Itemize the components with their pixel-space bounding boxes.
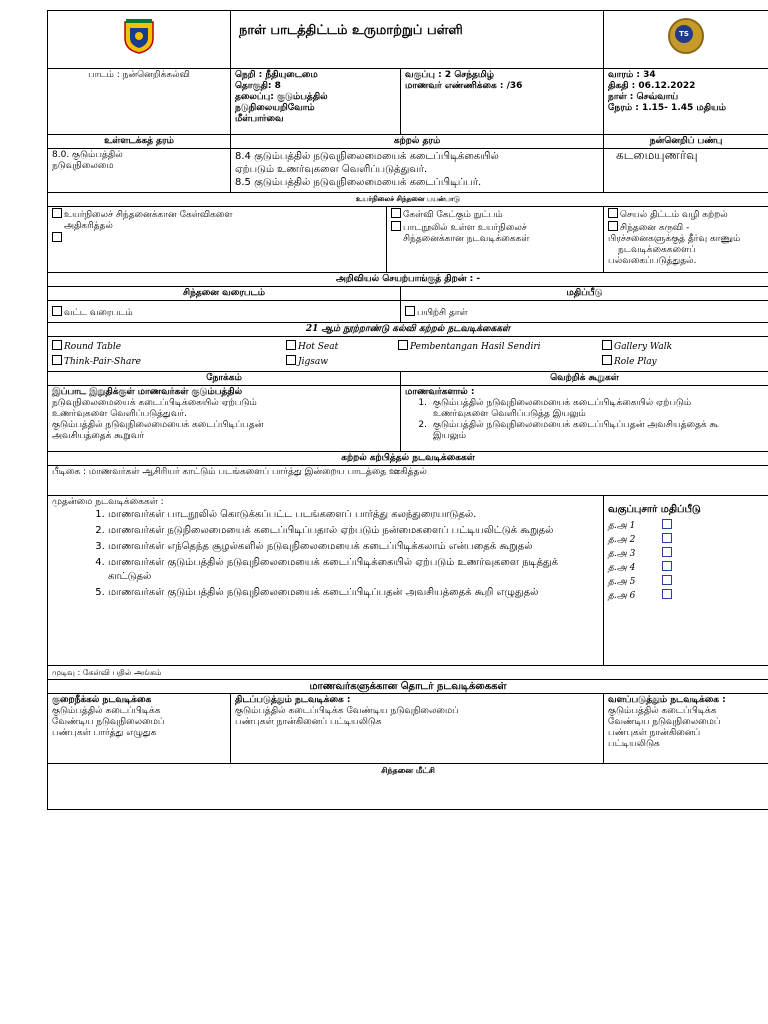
success-criteria-cell: மாணவர்களால் : 1. குடும்பத்தில் நடுவுநிலைமையைக் கடைப்பிடிக்கையில் ஏற்படும் உணர்வுகளை வெளிப்படுத்த இயலும் 2. குடும்பத்தில் நடுவுநிலைமையைக் கடைப்பிடிப்பதன் அவசியத்தைக் கூ இயலும்	[401, 386, 768, 452]
closure-text: முடிவு : கேள்வி பதில் அங்கம்	[52, 668, 162, 677]
remedial-line-3: பண்புகள் பார்த்து எழுதுக	[52, 728, 157, 738]
learning-standard-heading: கற்றல் தரம்	[231, 135, 604, 149]
classroom-assessment-cell	[604, 496, 768, 666]
objective-heading: நோக்கம்	[48, 372, 401, 386]
thinking-tool-line-3: பிரச்சனைகளுக்குத் தீர்வு காணும்	[608, 234, 741, 244]
day-line: நாள் : செவ்வாய்	[608, 92, 679, 102]
lesson-plan-table	[47, 10, 768, 810]
jigsaw-label: Jigsaw	[298, 357, 328, 367]
learning-standard-2: 8.5 குடும்பத்தில் நடுவுநிலைமையைக் கடைப்பிடிப்பர்.	[235, 177, 482, 188]
hot-seat-checkbox[interactable]	[286, 340, 296, 350]
remedial-line-1: குடும்பத்தில் கடைப்பிடிக்க	[52, 706, 161, 716]
objective-cell	[48, 386, 401, 452]
induction-cell	[48, 466, 768, 496]
students-line: மாணவர் எண்ணிக்கை : /36	[405, 81, 523, 91]
topic-line-3: மீள்பார்வை	[235, 114, 284, 124]
presentation-label: Pembentangan Hasil Sendiri	[410, 342, 541, 352]
reflection-heading: சிந்தனை மீட்சி	[48, 764, 768, 778]
criteria-intro: மாணவர்களால் :	[405, 387, 475, 397]
induction-text: பீடிகை : மாணவர்கள் ஆசிரியர் காட்டும் படங்களைப் பார்த்து இன்றைய பாடத்தை ஊகித்தல்	[52, 467, 427, 477]
moral-value-cell	[604, 149, 768, 193]
topic-line-2: நடுநிலையறிவோம்	[235, 103, 315, 113]
objective-line-5: அவசியத்தைக் கூறுவர்	[52, 431, 145, 441]
main-activity-5: 5. மாணவர்கள் குடும்பத்தில் நடுவுநிலைமையைக் கடைப்பிடிப்பதன் அவசியத்தைக் கூறி எழுதுதல்	[108, 586, 599, 600]
remedial-line-2: வேண்டிய நடுவுநிலைமைப்	[52, 717, 165, 727]
consolidation-line-1: குடும்பத்தில் கடைப்பிடிக்க வேண்டிய நடுவுநிலைமைப்	[235, 706, 459, 716]
objective-line-4: குடும்பத்தில் நடுவுநிலைமையைக் கடைப்பிடிப்பதன்	[52, 420, 264, 430]
tp4-label: த.அ 4	[608, 563, 636, 573]
hots-questions-label-2: அதிகரித்தல்	[64, 221, 113, 231]
page-title: நாள் பாடத்திட்டம் உருமாற்றுப் பள்ளி	[231, 11, 604, 69]
hots-col-3	[604, 207, 768, 273]
followup-heading: மாணவர்களுக்கான தொடர் நடவடிக்கைகள்	[48, 680, 768, 694]
subject-cell	[48, 69, 231, 135]
class-line: வகுப்பு : 2 செந்தமிழ்	[405, 70, 494, 80]
content-standard-cell	[48, 149, 231, 193]
project-learning-label: செயல் திட்டம் வழி கற்றல்	[620, 210, 728, 220]
gallery-walk-label: Gallery Walk	[614, 342, 673, 352]
enrichment-line-4: பட்டியலிடுக	[608, 739, 660, 749]
thinking-tool-checkbox[interactable]	[608, 221, 618, 231]
evaluation-cell	[401, 301, 768, 323]
remedial-heading: குறைநீக்கல் நடவடிக்கை	[52, 695, 152, 705]
tp2-label: த.அ 2	[608, 535, 636, 545]
school-crest-icon	[122, 18, 156, 54]
evaluation-heading: மதிப்பீடு	[401, 287, 768, 301]
thinking-tool-line-4: நடவடிக்கைகளைப்	[618, 245, 696, 255]
hots-col-1	[48, 207, 387, 273]
tp3-checkbox[interactable]	[662, 547, 672, 557]
questioning-technique-checkbox[interactable]	[391, 208, 401, 218]
science-skills-heading: அறிவியல் செயற்பாங்குத் திறன் : -	[48, 273, 768, 287]
main-activity-3: 3. மாணவர்கள் எந்தெந்த சூழல்களில் நடுவுநிலைமையைக் கடைப்பிடிக்கலாம் என்பதைக் கூறுதல்	[108, 540, 599, 554]
tp6-label: த.அ 6	[608, 591, 636, 601]
tp5-label: த.அ 5	[608, 577, 636, 587]
date-line: திகதி : 06.12.2022	[608, 81, 696, 91]
presentation-checkbox[interactable]	[398, 340, 408, 350]
activities-heading: கற்றல் கற்பித்தல் நடவடிக்கைகள்	[48, 452, 768, 466]
pak21-cell	[48, 337, 768, 372]
closure-cell	[48, 666, 768, 680]
lesson-plan-page	[47, 10, 768, 810]
objective-line-3: உணர்வுகளை வெளிப்படுத்துவர்.	[52, 409, 188, 419]
date-cell	[604, 69, 768, 135]
think-pair-share-label: Think-Pair-Share	[64, 357, 142, 367]
topic-line-1: தலைப்பு: குடும்பத்தில்	[235, 92, 328, 102]
hots-heading: உயர்நிலைச் சிந்தனை பயன்பாடு	[48, 193, 768, 207]
thinking-map-cell	[48, 301, 401, 323]
consolidation-cell	[231, 694, 604, 764]
main-activity-4: 4. மாணவர்கள் குடும்பத்தில் நடுவுநிலைமையைக் கடைப்பிடிக்கையில் ஏற்படும் உணர்வுகளை நடித்துக் காட்டுதல்	[108, 556, 599, 584]
moral-value: கடமையுணர்வு	[616, 148, 698, 162]
criteria-2a: குடும்பத்தில் நடுவுநிலைமையைக் கடைப்பிடிப்பதன் அவசியத்தைக் கூ	[433, 420, 719, 430]
enrichment-cell	[604, 694, 768, 764]
thinking-tool-line-5: பல்வகைப்படுத்துதல்.	[608, 256, 697, 266]
objective-line-1: இப்பாட இறுதிக்குள் மாணவர்கள் குடும்பத்தில்	[52, 387, 243, 397]
jigsaw-checkbox[interactable]	[286, 355, 296, 365]
hots-questions-label: உயர்நிலைச் சிந்தனைக்கான கேள்விகளை	[64, 210, 233, 220]
subject-label: பாடம் : நன்னெறிக்கல்வி	[88, 70, 190, 80]
tp6-checkbox[interactable]	[662, 589, 672, 599]
value-line: நெறி : நீதியுடைமை	[235, 70, 318, 80]
thinking-map-heading: சிந்தனை வரைபடம்	[48, 287, 401, 301]
objective-line-2: நடுவுநிலைமையைக் கடைப்பிடிக்கையில் ஏற்படும்	[52, 398, 257, 408]
content-standard-line-1: 8.0. குடும்பத்தில்	[52, 150, 123, 160]
textbook-hots-label: பாடநூலில் உள்ள உயர்நிலைச்	[403, 223, 527, 233]
learning-standard-1a: 8.4 குடும்பத்தில் நடுவுநிலைமையைக் கடைப்பிடிக்கையில்	[235, 151, 499, 162]
enrichment-line-3: பண்புகள் நான்கினைப்	[608, 728, 701, 738]
textbook-hots-checkbox[interactable]	[391, 221, 401, 231]
reflection-cell[interactable]	[48, 777, 768, 809]
consolidation-line-2: பண்புகள் நான்கினைப் பட்டியலிடுக	[235, 717, 382, 727]
tp1-label: த.அ 1	[608, 521, 636, 531]
transformasi-sekolah-emblem-icon: TS	[668, 18, 704, 54]
circle-map-checkbox[interactable]	[52, 306, 62, 316]
learning-standard-1b: ஏற்படும் உணர்வுகளை வெளிப்படுத்துவர்.	[235, 164, 428, 175]
gallery-walk-checkbox[interactable]	[602, 340, 612, 350]
main-activities-heading: முதன்மை நடவடிக்கைகள் :	[52, 497, 164, 507]
hots-questions-checkbox[interactable]	[52, 208, 62, 218]
right-logo-cell	[604, 11, 768, 69]
enrichment-line-1: குடும்பத்தில் கடைப்பிடிக்க	[608, 706, 717, 716]
topic-cell	[231, 69, 401, 135]
circle-map-label: வட்ட வரைபடம்	[64, 308, 133, 318]
tp3-label: த.அ 3	[608, 549, 636, 559]
class-cell	[401, 69, 604, 135]
remedial-cell	[48, 694, 231, 764]
role-play-checkbox[interactable]	[602, 355, 612, 365]
questioning-technique-label: கேள்வி கேட்கும் நுட்பம்	[403, 210, 503, 220]
hots-extra-checkbox[interactable]	[52, 232, 62, 242]
round-table-label: Round Table	[64, 342, 122, 352]
unit-line: தொகுதி: 8	[235, 81, 281, 91]
content-standard-heading: உள்ளடக்கத் தரம்	[48, 135, 231, 149]
worksheet-checkbox[interactable]	[405, 306, 415, 316]
tp5-checkbox[interactable]	[662, 575, 672, 585]
moral-value-heading: நன்னெறிப் பண்பு	[604, 135, 768, 149]
tp2-checkbox[interactable]	[662, 533, 672, 543]
textbook-hots-label-2: சிந்தனைக்கான நடவடிக்கைகள்	[403, 234, 530, 244]
time-line: நேரம் : 1.15- 1.45 மதியம்	[608, 103, 726, 113]
consolidation-heading: திடப்படுத்தும் நடவடிக்கை :	[235, 695, 351, 705]
worksheet-label: பயிற்சி தாள்	[417, 308, 468, 318]
criteria-2b: இயலும்	[433, 431, 466, 441]
thinking-tool-label: சிந்தனை கருவி -	[620, 223, 690, 233]
criteria-1b: உணர்வுகளை வெளிப்படுத்த இயலும்	[433, 409, 586, 419]
main-activities-list	[52, 508, 599, 600]
main-activity-1: 1. மாணவர்கள் பாடநூலில் கொடுக்கப்பட்ட படங்களைப் பார்த்து கலந்துரையாடுதல்.	[108, 508, 599, 522]
main-activities-cell	[48, 496, 604, 666]
hots-col-2	[387, 207, 604, 273]
think-pair-share-checkbox[interactable]	[52, 355, 62, 365]
enrichment-heading: வளப்படுத்தும் நடவடிக்கை :	[608, 695, 726, 705]
success-criteria-heading: வெற்றிக் கூறுகள்	[401, 372, 768, 386]
round-table-checkbox[interactable]	[52, 340, 62, 350]
week-line: வாரம் : 34	[608, 70, 656, 80]
tp1-checkbox[interactable]	[662, 519, 672, 529]
hot-seat-label: Hot Seat	[298, 342, 339, 352]
pak21-heading: 21 ஆம் நூற்றாண்டு கல்வி கற்றல் நடவடிக்கைகள்	[48, 323, 768, 337]
learning-standard-cell	[231, 149, 604, 193]
main-activity-2: 2. மாணவர்கள் நடுநிலைமையைக் கடைப்பிடிப்பதால் ஏற்படும் நன்மைகளைப் பட்டியலிட்டுக் கூறுதல்	[108, 524, 599, 538]
tp4-checkbox[interactable]	[662, 561, 672, 571]
criteria-1a: குடும்பத்தில் நடுவுநிலைமையைக் கடைப்பிடிக்கையில் ஏற்படும்	[433, 398, 692, 408]
role-play-label: Role Play	[614, 357, 657, 367]
left-logo-cell	[48, 11, 231, 69]
project-learning-checkbox[interactable]	[608, 208, 618, 218]
enrichment-line-2: வேண்டிய நடுவுநிலைமைப்	[608, 717, 721, 727]
assessment-heading: வகுப்புசார் மதிப்பீடு	[608, 504, 701, 515]
content-standard-line-2: நடுவுநிலைமை	[52, 161, 114, 171]
